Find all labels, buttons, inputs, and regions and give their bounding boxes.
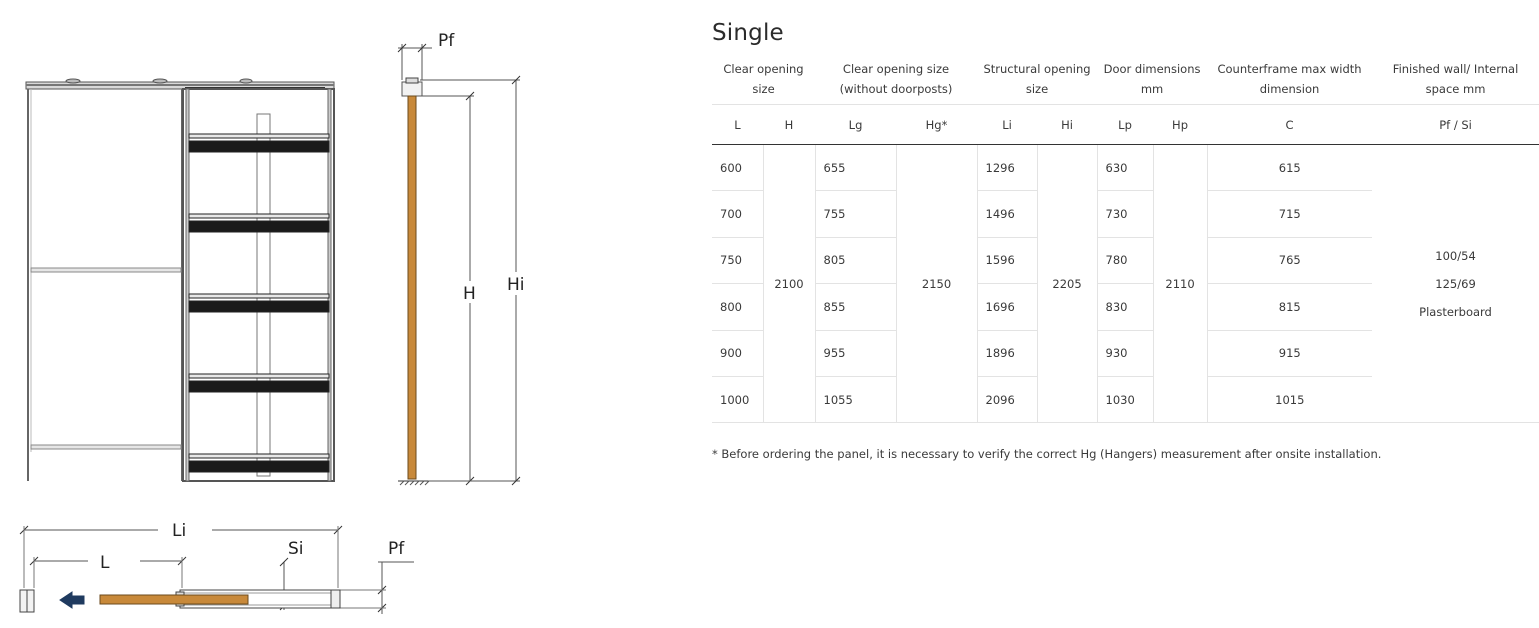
- plan-label-li: Li: [172, 521, 187, 541]
- group-header: Door dimensions mm: [1103, 62, 1201, 96]
- group-header: Clear opening size (without doorposts): [839, 62, 953, 96]
- column-header: Hi: [1037, 105, 1097, 145]
- cell-c: 715: [1207, 191, 1372, 237]
- column-header: H: [763, 105, 815, 145]
- cell-hp-merged: 2110: [1153, 145, 1207, 423]
- cell-li: 1596: [977, 237, 1037, 283]
- table-group-header: [712, 54, 1539, 105]
- table-column-header: [712, 105, 1539, 145]
- column-header: Li: [977, 105, 1037, 145]
- cell-l: 750: [712, 237, 763, 283]
- cell-lg: 955: [815, 330, 896, 376]
- side-section-drawing: [398, 44, 520, 485]
- cell-c: 615: [1207, 145, 1372, 191]
- group-header: Finished wall/ Internal space mm: [1392, 62, 1519, 96]
- cell-hg-merged: 2150: [896, 145, 977, 423]
- column-header: Lp: [1097, 105, 1153, 145]
- pf-si-value: Plasterboard: [1419, 304, 1492, 319]
- column-header: Hp: [1153, 105, 1207, 145]
- cell-c: 815: [1207, 284, 1372, 330]
- cell-pf-si-merged: [1372, 145, 1539, 423]
- cell-lg: 655: [815, 145, 896, 191]
- slide-direction-arrow-icon: [60, 592, 84, 608]
- pf-si-value: 125/69: [1435, 276, 1476, 291]
- cell-l: 700: [712, 191, 763, 237]
- page-title: Single: [712, 20, 784, 46]
- column-header: Lg: [815, 105, 896, 145]
- cell-c: 765: [1207, 237, 1372, 283]
- cell-li: 1896: [977, 330, 1037, 376]
- column-header: Pf / Si: [1372, 105, 1539, 145]
- cell-l: 800: [712, 284, 763, 330]
- cell-l: 600: [712, 145, 763, 191]
- side-label-h: H: [463, 284, 476, 304]
- group-header: Structural opening size: [983, 62, 1091, 96]
- cell-lp: 830: [1097, 284, 1153, 330]
- pf-si-value: 100/54: [1435, 248, 1476, 263]
- cell-li: 1296: [977, 145, 1037, 191]
- technical-drawings: [0, 0, 700, 628]
- footnote: * Before ordering the panel, it is necessary to verify the correct Hg (Hangers) measurement after onsite installation.: [712, 447, 1382, 462]
- front-elevation-drawing: [26, 79, 334, 481]
- column-header: L: [712, 105, 763, 145]
- spec-section: [712, 20, 1539, 461]
- plan-label-si: Si: [288, 539, 304, 559]
- cell-lg: 1055: [815, 376, 896, 422]
- group-header: Clear opening size: [723, 62, 804, 96]
- cell-li: 2096: [977, 376, 1037, 422]
- cell-c: 915: [1207, 330, 1372, 376]
- cell-lg: 855: [815, 284, 896, 330]
- table-row: [712, 145, 1539, 191]
- cell-lp: 780: [1097, 237, 1153, 283]
- cell-lg: 755: [815, 191, 896, 237]
- cell-lp: 630: [1097, 145, 1153, 191]
- cell-l: 900: [712, 330, 763, 376]
- cell-li: 1496: [977, 191, 1037, 237]
- cell-c: 1015: [1207, 376, 1372, 422]
- cell-lp: 930: [1097, 330, 1153, 376]
- cell-lp: 730: [1097, 191, 1153, 237]
- dimensions-table: [712, 54, 1539, 423]
- cell-lg: 805: [815, 237, 896, 283]
- side-label-hi: Hi: [507, 275, 525, 295]
- cell-li: 1696: [977, 284, 1037, 330]
- cell-hi-merged: 2205: [1037, 145, 1097, 423]
- cell-l: 1000: [712, 376, 763, 422]
- cell-lp: 1030: [1097, 376, 1153, 422]
- plan-label-l: L: [100, 553, 110, 573]
- plan-label-pf: Pf: [388, 539, 405, 559]
- cell-h-merged: 2100: [763, 145, 815, 423]
- group-header: Counterframe max width dimension: [1217, 62, 1362, 96]
- column-header: Hg*: [896, 105, 977, 145]
- side-label-pf: Pf: [438, 31, 455, 51]
- column-header: C: [1207, 105, 1372, 145]
